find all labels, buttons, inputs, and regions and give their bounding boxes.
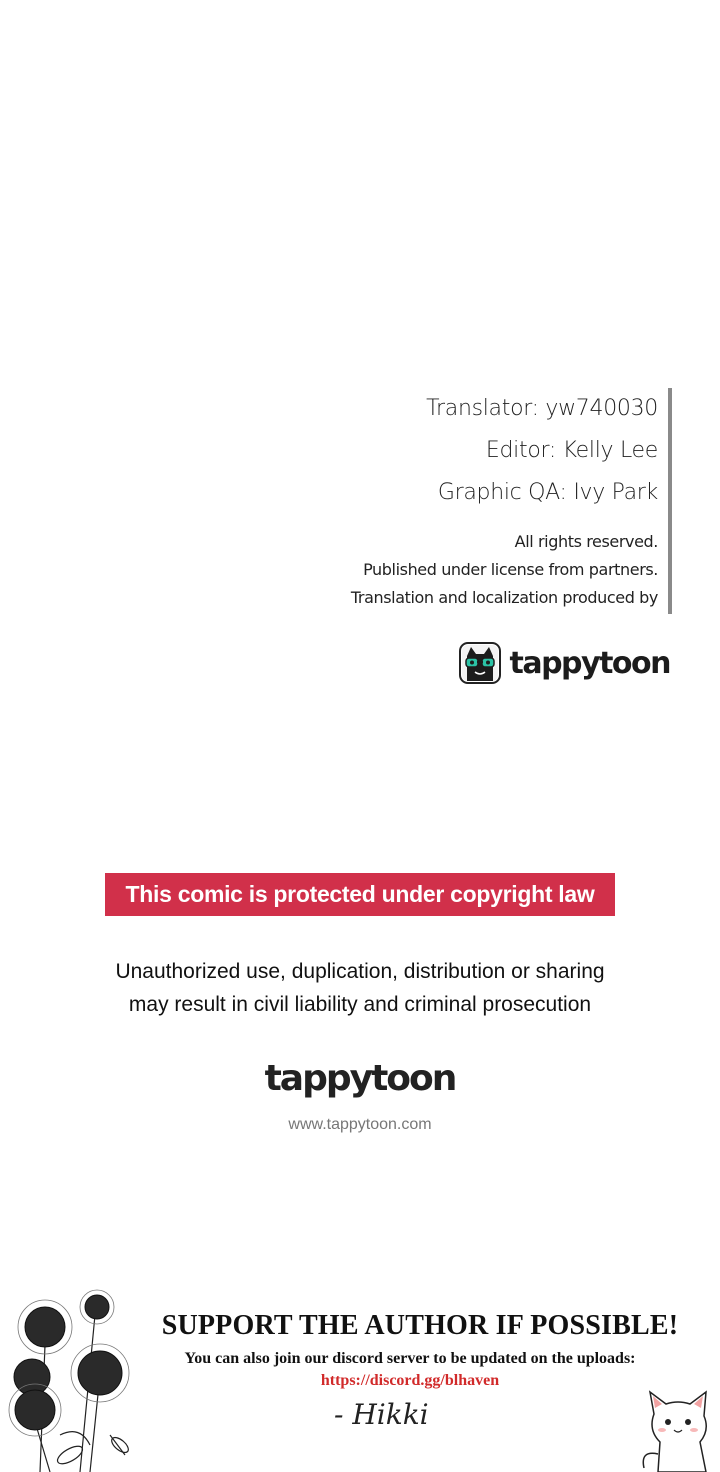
publisher-logo [459, 642, 670, 684]
rights-reserved-text: All rights reserved. [514, 532, 658, 551]
copyright-banner: This comic is protected under copyright law [105, 873, 615, 916]
translator-credit: Translator: yw740030 [426, 396, 658, 421]
editor-credit: Editor: Kelly Lee [485, 438, 658, 463]
website-link[interactable]: www.tappytoon.com [288, 1116, 432, 1133]
cat-glasses-icon [459, 642, 501, 684]
brand-wordmark-center: tappytoon [264, 1058, 456, 1099]
produced-by-text: Translation and localization produced by [350, 588, 658, 607]
legal-notice [258, 528, 658, 614]
graphic-qa-credit: Graphic QA: Ivy Park [437, 480, 658, 505]
warning-line-2: may result in civil liability and criminal prosecution [128, 993, 592, 1016]
support-heading: SUPPORT THE AUTHOR IF POSSIBLE! [161, 1310, 679, 1341]
cat-illustration [636, 1384, 720, 1472]
brand-wordmark: tappytoon [509, 645, 670, 681]
flower-illustration [0, 1285, 140, 1472]
license-text: Published under license from partners. [363, 560, 658, 579]
credits-block [258, 388, 672, 614]
copyright-warning [0, 955, 720, 1021]
warning-line-1: Unauthorized use, duplication, distribution or sharing [115, 960, 605, 983]
support-subtitle: You can also join our discord server to be updated on the uploads: [184, 1350, 636, 1367]
signature: - Hikki [334, 1398, 429, 1431]
discord-link[interactable]: https://discord.gg/blhaven [320, 1372, 500, 1389]
